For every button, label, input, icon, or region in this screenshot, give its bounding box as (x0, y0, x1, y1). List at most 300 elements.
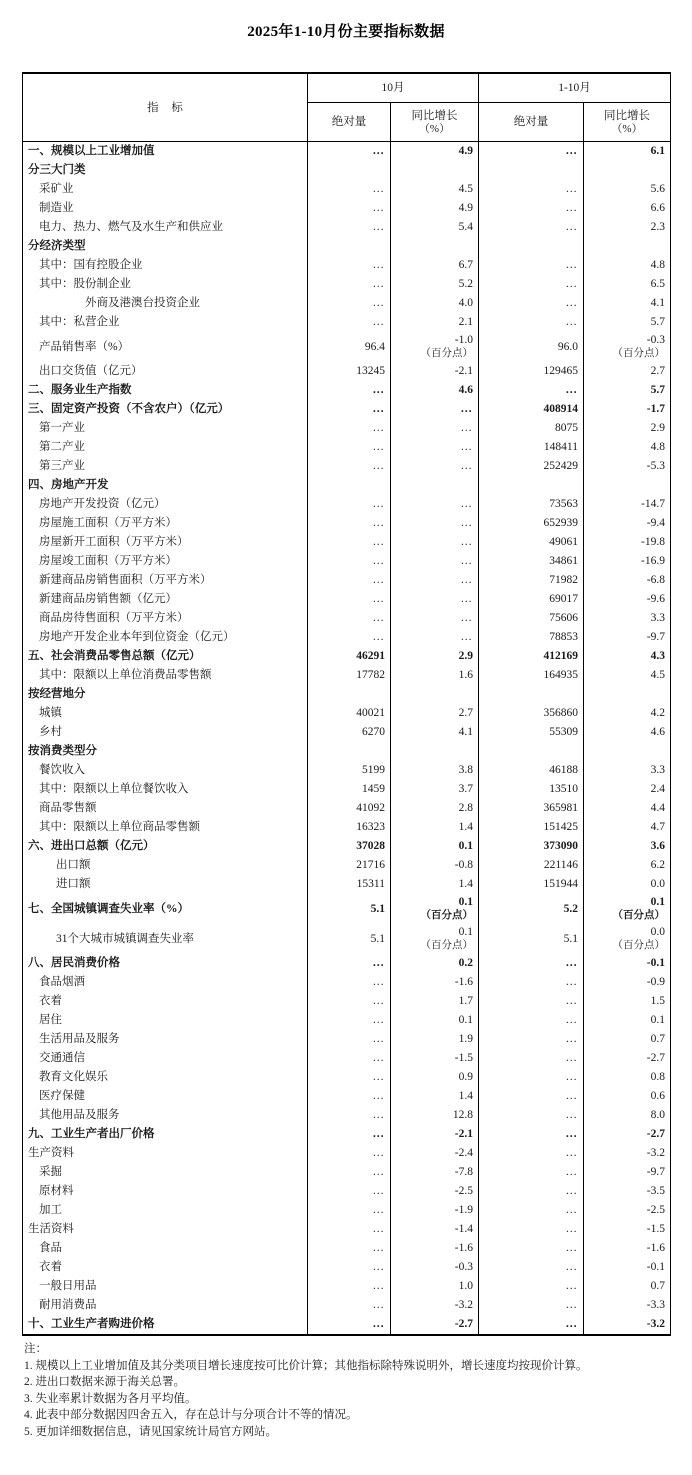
row-label: 商品房待售面积（万平方米） (23, 609, 308, 628)
row-label: 采掘 (23, 1163, 308, 1182)
month-yoy-cell: 2.8 (391, 799, 479, 818)
table-row (23, 1258, 671, 1277)
cumulative-yoy-cell (584, 894, 671, 924)
row-label: 按消费类型分 (23, 742, 308, 761)
cumulative-yoy-cell: -9.4 (584, 514, 671, 533)
row-label: 出口交货值（亿元） (23, 362, 308, 381)
cumulative-absolute-cell (479, 742, 584, 761)
row-label: 餐饮收入 (23, 761, 308, 780)
month-yoy-cell: … (391, 609, 479, 628)
row-label: 医疗保健 (23, 1087, 308, 1106)
table-row (23, 742, 671, 761)
cumulative-yoy-cell: -9.7 (584, 1163, 671, 1182)
row-label: 交通通信 (23, 1049, 308, 1068)
cumulative-absolute-cell: 73563 (479, 495, 584, 514)
table-row (23, 1315, 671, 1335)
cumulative-absolute-cell: … (479, 1049, 584, 1068)
row-label: 其中：限额以上单位商品零售额 (23, 818, 308, 837)
table-row (23, 992, 671, 1011)
page-title: 2025年1-10月份主要指标数据 (247, 24, 445, 40)
month-absolute-cell: … (308, 1106, 391, 1125)
cumulative-yoy-stack (589, 332, 665, 362)
cumulative-absolute-cell: 13510 (479, 780, 584, 799)
month-yoy-cell: -1.6 (391, 973, 479, 992)
cumulative-yoy-cell: -2.7 (584, 1049, 671, 1068)
cumulative-absolute-cell: … (479, 256, 584, 275)
column-header-month-absolute: 绝对量 (308, 103, 391, 142)
month-yoy-cell: -1.9 (391, 1201, 479, 1220)
month-yoy-cell: 3.8 (391, 761, 479, 780)
month-absolute-cell: 17782 (308, 666, 391, 685)
cumulative-absolute-cell: … (479, 1201, 584, 1220)
table-row (23, 332, 671, 362)
row-label: 六、进出口总额（亿元） (23, 837, 308, 856)
month-absolute-cell: … (308, 381, 391, 400)
cumulative-yoy-cell: -3.5 (584, 1182, 671, 1201)
row-label: 生产资料 (23, 1144, 308, 1163)
row-label: 乡村 (23, 723, 308, 742)
month-absolute-cell: 16323 (308, 818, 391, 837)
cumulative-absolute-cell: 151425 (479, 818, 584, 837)
cumulative-yoy-cell: -16.9 (584, 552, 671, 571)
table-row (23, 954, 671, 973)
month-absolute-cell: … (308, 1182, 391, 1201)
month-yoy-unit: （百分点） (420, 940, 473, 951)
table-header (23, 73, 671, 142)
cumulative-absolute-cell: … (479, 1087, 584, 1106)
month-yoy-cell: -2.4 (391, 1144, 479, 1163)
cumulative-absolute-cell: … (479, 973, 584, 992)
title-spacer (22, 42, 670, 72)
table-row (23, 1201, 671, 1220)
cumulative-yoy-cell: 4.8 (584, 438, 671, 457)
row-label: 耐用消费品 (23, 1296, 308, 1315)
column-header-cumulative-absolute: 绝对量 (479, 103, 584, 142)
table-row (23, 780, 671, 799)
month-absolute-cell: … (308, 609, 391, 628)
table-row (23, 818, 671, 837)
cumulative-absolute-cell: 78853 (479, 628, 584, 647)
cumulative-absolute-cell: … (479, 1296, 584, 1315)
note-item: 3. 失业率累计数据为各月平均值。 (24, 1392, 197, 1405)
month-yoy-cell: -3.2 (391, 1296, 479, 1315)
cumulative-yoy-unit: （%） (611, 122, 643, 135)
month-absolute-cell: 37028 (308, 837, 391, 856)
table-row (23, 256, 671, 275)
notes-section (22, 1341, 670, 1440)
cumulative-absolute-cell: 96.0 (479, 332, 584, 362)
month-yoy-cell (391, 161, 479, 180)
month-absolute-cell: … (308, 1239, 391, 1258)
cumulative-yoy-cell: 5.6 (584, 180, 671, 199)
month-absolute-cell: … (308, 1220, 391, 1239)
month-yoy-cell: 4.0 (391, 294, 479, 313)
cumulative-yoy-cell: -1.6 (584, 1239, 671, 1258)
month-absolute-cell: 5.1 (308, 894, 391, 924)
month-yoy-cell: -1.6 (391, 1239, 479, 1258)
row-label: 四、房地产开发 (23, 476, 308, 495)
table-row (23, 1125, 671, 1144)
month-absolute-cell (308, 742, 391, 761)
month-yoy-cell: 1.6 (391, 666, 479, 685)
cumulative-yoy-cell: -14.7 (584, 495, 671, 514)
cumulative-yoy-cell: 2.3 (584, 218, 671, 237)
month-absolute-cell: 21716 (308, 856, 391, 875)
row-label: 按经营地分 (23, 685, 308, 704)
table-row (23, 704, 671, 723)
cumulative-yoy-cell (584, 161, 671, 180)
month-yoy-unit: （百分点） (420, 910, 473, 921)
month-absolute-cell: … (308, 1011, 391, 1030)
month-absolute-cell: … (308, 199, 391, 218)
cumulative-absolute-cell: … (479, 1144, 584, 1163)
month-yoy-cell: 3.7 (391, 780, 479, 799)
month-absolute-cell: … (308, 571, 391, 590)
month-yoy-cell (391, 742, 479, 761)
cumulative-absolute-cell: … (479, 1277, 584, 1296)
cumulative-yoy-cell: 5.7 (584, 313, 671, 332)
cumulative-absolute-cell (479, 685, 584, 704)
month-absolute-cell: … (308, 495, 391, 514)
cumulative-yoy-cell: 0.6 (584, 1087, 671, 1106)
table-row (23, 590, 671, 609)
month-absolute-cell: … (308, 400, 391, 419)
row-label: 房屋竣工面积（万平方米） (23, 552, 308, 571)
row-label: 二、服务业生产指数 (23, 381, 308, 400)
month-absolute-cell: … (308, 533, 391, 552)
cumulative-absolute-cell: 75606 (479, 609, 584, 628)
cumulative-absolute-cell: 46188 (479, 761, 584, 780)
table-row (23, 237, 671, 256)
row-label: 食品烟酒 (23, 973, 308, 992)
cumulative-yoy-cell: 0.1 (584, 1011, 671, 1030)
cumulative-absolute-cell (479, 161, 584, 180)
cumulative-absolute-cell: … (479, 275, 584, 294)
month-yoy-cell: -1.5 (391, 1049, 479, 1068)
table-row (23, 799, 671, 818)
month-absolute-cell (308, 476, 391, 495)
month-yoy-unit: （%） (418, 122, 451, 135)
notes-list (22, 1358, 670, 1441)
month-absolute-cell: … (308, 419, 391, 438)
table-row (23, 161, 671, 180)
cumulative-yoy-cell: -2.5 (584, 1201, 671, 1220)
row-label: 其中：国有控股企业 (23, 256, 308, 275)
cumulative-absolute-cell: … (479, 294, 584, 313)
month-yoy-cell (391, 237, 479, 256)
month-absolute-cell: 41092 (308, 799, 391, 818)
month-yoy-cell: … (391, 571, 479, 590)
notes-heading: 注： (24, 1343, 47, 1355)
cumulative-yoy-cell: 4.2 (584, 704, 671, 723)
cumulative-yoy-cell: -9.7 (584, 628, 671, 647)
table-row (23, 1011, 671, 1030)
row-label: 房地产开发投资（亿元） (23, 495, 308, 514)
cumulative-absolute-cell: … (479, 1030, 584, 1049)
cumulative-absolute-cell: 69017 (479, 590, 584, 609)
row-label: 居住 (23, 1011, 308, 1030)
cumulative-yoy-cell: 3.3 (584, 761, 671, 780)
month-absolute-cell: … (308, 1087, 391, 1106)
table-row (23, 1087, 671, 1106)
month-absolute-cell: … (308, 1163, 391, 1182)
month-absolute-cell: 6270 (308, 723, 391, 742)
row-label: 十、工业生产者购进价格 (23, 1315, 308, 1335)
row-label: 其中：限额以上单位消费品零售额 (23, 666, 308, 685)
month-yoy-cell: … (391, 552, 479, 571)
cumulative-yoy-cell (584, 237, 671, 256)
table-row (23, 400, 671, 419)
column-header-indicator: 指 标 (23, 73, 308, 142)
cumulative-absolute-cell: … (479, 1220, 584, 1239)
row-label: 城镇 (23, 704, 308, 723)
month-yoy-cell (391, 332, 479, 362)
table-body (23, 142, 671, 1336)
row-label: 其中：私营企业 (23, 313, 308, 332)
cumulative-yoy-label: 同比增长 (604, 109, 650, 122)
cumulative-yoy-cell: -19.8 (584, 533, 671, 552)
row-label: 其他用品及服务 (23, 1106, 308, 1125)
row-label: 分经济类型 (23, 237, 308, 256)
month-absolute-cell: … (308, 256, 391, 275)
cumulative-absolute-cell: … (479, 1125, 584, 1144)
row-label: 加工 (23, 1201, 308, 1220)
month-yoy-cell: … (391, 419, 479, 438)
month-absolute-cell: … (308, 992, 391, 1011)
month-yoy-cell: 2.9 (391, 647, 479, 666)
cumulative-yoy-cell (584, 742, 671, 761)
cumulative-yoy-cell: 4.6 (584, 723, 671, 742)
table-row (23, 628, 671, 647)
month-yoy-stack (396, 332, 473, 362)
cumulative-absolute-cell: 5.1 (479, 924, 584, 954)
table-row (23, 1106, 671, 1125)
cumulative-absolute-cell: 408914 (479, 400, 584, 419)
month-absolute-cell: … (308, 142, 391, 162)
month-absolute-cell: … (308, 457, 391, 476)
cumulative-absolute-cell: … (479, 1106, 584, 1125)
row-label: 进口额 (23, 875, 308, 894)
month-absolute-cell: … (308, 438, 391, 457)
table-row (23, 514, 671, 533)
month-absolute-cell (308, 237, 391, 256)
row-label: 新建商品房销售额（亿元） (23, 590, 308, 609)
row-label: 衣着 (23, 992, 308, 1011)
cumulative-absolute-cell: 252429 (479, 457, 584, 476)
cumulative-yoy-cell: -6.8 (584, 571, 671, 590)
month-yoy-cell: 2.1 (391, 313, 479, 332)
cumulative-yoy-cell: 0.8 (584, 1068, 671, 1087)
row-label: 生活用品及服务 (23, 1030, 308, 1049)
cumulative-absolute-cell: … (479, 1011, 584, 1030)
cumulative-yoy-cell: 4.1 (584, 294, 671, 313)
row-label: 第一产业 (23, 419, 308, 438)
table-row (23, 973, 671, 992)
month-yoy-cell: … (391, 495, 479, 514)
month-yoy-cell: … (391, 514, 479, 533)
month-yoy-cell: -2.5 (391, 1182, 479, 1201)
month-yoy-cell (391, 476, 479, 495)
cumulative-absolute-cell: 71982 (479, 571, 584, 590)
row-label: 九、工业生产者出厂价格 (23, 1125, 308, 1144)
row-label: 七、全国城镇调查失业率（%） (23, 894, 308, 924)
month-yoy-cell: 0.9 (391, 1068, 479, 1087)
cumulative-yoy-cell: 2.9 (584, 419, 671, 438)
cumulative-yoy-cell: 4.3 (584, 647, 671, 666)
month-yoy-stack (396, 894, 473, 924)
cumulative-absolute-cell: 373090 (479, 837, 584, 856)
table-row (23, 495, 671, 514)
cumulative-yoy-cell: 2.4 (584, 780, 671, 799)
cumulative-absolute-cell: … (479, 1068, 584, 1087)
cumulative-yoy-cell: -1.5 (584, 1220, 671, 1239)
month-absolute-cell: … (308, 1258, 391, 1277)
month-yoy-cell (391, 924, 479, 954)
month-yoy-cell: 5.2 (391, 275, 479, 294)
table-row (23, 837, 671, 856)
month-absolute-cell: 15311 (308, 875, 391, 894)
month-yoy-cell (391, 685, 479, 704)
cumulative-absolute-cell: 652939 (479, 514, 584, 533)
table-row (23, 218, 671, 237)
cumulative-absolute-cell: … (479, 313, 584, 332)
cumulative-absolute-cell: 221146 (479, 856, 584, 875)
table-row (23, 856, 671, 875)
month-absolute-cell: … (308, 218, 391, 237)
month-absolute-cell: 1459 (308, 780, 391, 799)
row-label: 衣着 (23, 1258, 308, 1277)
month-yoy-cell: 0.1 (391, 837, 479, 856)
row-label: 第三产业 (23, 457, 308, 476)
cumulative-yoy-value: 0.0 (650, 926, 665, 938)
month-yoy-cell: -2.7 (391, 1315, 479, 1335)
cumulative-absolute-cell: 5.2 (479, 894, 584, 924)
row-label: 房屋新开工面积（万平方米） (23, 533, 308, 552)
cumulative-absolute-cell: … (479, 1258, 584, 1277)
month-absolute-cell: 5.1 (308, 924, 391, 954)
cumulative-absolute-cell: 148411 (479, 438, 584, 457)
cumulative-yoy-cell (584, 332, 671, 362)
month-yoy-cell: 0.2 (391, 954, 479, 973)
row-label: 原材料 (23, 1182, 308, 1201)
month-absolute-cell: … (308, 954, 391, 973)
note-item: 5. 更加详细数据信息，请见国家统计局官方网站。 (24, 1425, 277, 1438)
table-row (23, 761, 671, 780)
cumulative-yoy-cell: 3.3 (584, 609, 671, 628)
month-absolute-cell: 96.4 (308, 332, 391, 362)
cumulative-absolute-cell: 49061 (479, 533, 584, 552)
cumulative-yoy-cell: -2.7 (584, 1125, 671, 1144)
month-absolute-cell: … (308, 1125, 391, 1144)
table-row (23, 381, 671, 400)
cumulative-yoy-cell: 2.7 (584, 362, 671, 381)
row-label: 分三大门类 (23, 161, 308, 180)
row-label: 产品销售率（%） (23, 332, 308, 362)
table-row (23, 313, 671, 332)
month-yoy-cell: 4.5 (391, 180, 479, 199)
table-row (23, 571, 671, 590)
month-absolute-cell (308, 685, 391, 704)
table-row (23, 1239, 671, 1258)
cumulative-absolute-cell: … (479, 1163, 584, 1182)
month-yoy-label: 同比增长 (411, 109, 458, 122)
row-label: 新建商品房销售面积（万平方米） (23, 571, 308, 590)
cumulative-absolute-cell: … (479, 142, 584, 162)
note-item: 4. 此表中部分数据因四舍五入，存在总计与分项合计不等的情况。 (24, 1409, 358, 1421)
cumulative-yoy-cell (584, 685, 671, 704)
row-label: 31个大城市城镇调查失业率 (23, 924, 308, 954)
month-absolute-cell: 5199 (308, 761, 391, 780)
cumulative-yoy-unit: （百分点） (612, 348, 665, 359)
cumulative-yoy-cell: -3.2 (584, 1144, 671, 1163)
table-row (23, 552, 671, 571)
month-yoy-cell: 1.0 (391, 1277, 479, 1296)
table-row (23, 1220, 671, 1239)
month-absolute-cell: … (308, 552, 391, 571)
month-yoy-cell: 1.4 (391, 1087, 479, 1106)
note-item: 2. 进出口数据来源于海关总署。 (24, 1376, 185, 1388)
row-label: 制造业 (23, 199, 308, 218)
column-header-cumulative-yoy (584, 103, 671, 142)
cumulative-yoy-cell (584, 924, 671, 954)
month-yoy-cell (391, 894, 479, 924)
month-yoy-value: 0.1 (458, 926, 473, 938)
cumulative-yoy-stack (589, 894, 665, 924)
column-group-month: 10月 (308, 73, 479, 103)
cumulative-absolute-cell: 34861 (479, 552, 584, 571)
month-yoy-cell: 6.7 (391, 256, 479, 275)
month-yoy-cell: … (391, 590, 479, 609)
month-yoy-cell: -0.3 (391, 1258, 479, 1277)
month-absolute-cell: … (308, 514, 391, 533)
month-absolute-cell: … (308, 628, 391, 647)
row-label: 其中：限额以上单位餐饮收入 (23, 780, 308, 799)
month-yoy-cell: … (391, 628, 479, 647)
cumulative-yoy-cell: -0.1 (584, 954, 671, 973)
table-row (23, 457, 671, 476)
row-label: 商品零售额 (23, 799, 308, 818)
column-group-cumulative: 1-10月 (479, 73, 671, 103)
table-row (23, 1049, 671, 1068)
cumulative-yoy-cell: 4.4 (584, 799, 671, 818)
table-row (23, 723, 671, 742)
month-yoy-cell: 0.1 (391, 1011, 479, 1030)
cumulative-yoy-stack (589, 924, 665, 954)
cumulative-yoy-cell: 1.5 (584, 992, 671, 1011)
month-yoy-cell: 4.6 (391, 381, 479, 400)
table-row (23, 924, 671, 954)
cumulative-yoy-cell: 0.7 (584, 1030, 671, 1049)
row-label: 房地产开发企业本年到位资金（亿元） (23, 628, 308, 647)
month-absolute-cell: … (308, 1296, 391, 1315)
cumulative-yoy-cell: -3.3 (584, 1296, 671, 1315)
cumulative-absolute-cell: 8075 (479, 419, 584, 438)
month-yoy-cell: … (391, 457, 479, 476)
month-yoy-value: 0.1 (458, 896, 473, 908)
cumulative-yoy-cell: 8.0 (584, 1106, 671, 1125)
table-row (23, 438, 671, 457)
cumulative-yoy-cell: -1.7 (584, 400, 671, 419)
cumulative-yoy-cell: 6.2 (584, 856, 671, 875)
month-yoy-cell: -7.8 (391, 1163, 479, 1182)
cumulative-yoy-value: -0.3 (646, 334, 665, 346)
row-label: 食品 (23, 1239, 308, 1258)
month-absolute-cell: 13245 (308, 362, 391, 381)
cumulative-yoy-cell: 6.1 (584, 142, 671, 162)
cumulative-absolute-cell: 129465 (479, 362, 584, 381)
row-label: 一、规模以上工业增加值 (23, 142, 308, 162)
month-yoy-cell: -1.4 (391, 1220, 479, 1239)
